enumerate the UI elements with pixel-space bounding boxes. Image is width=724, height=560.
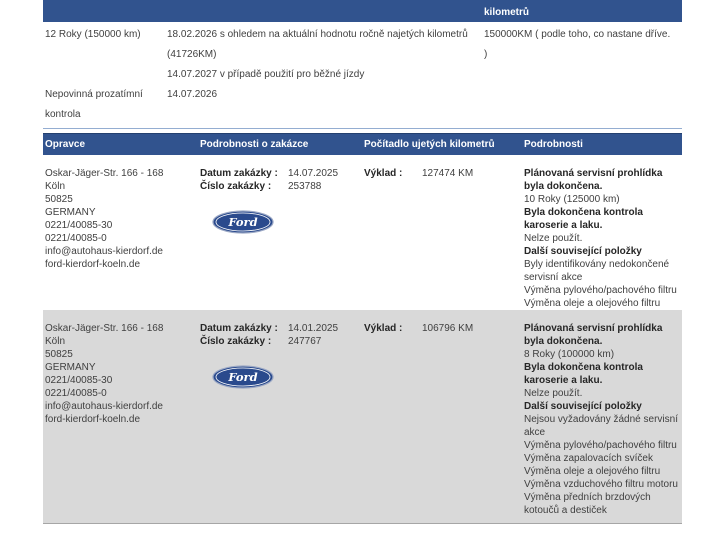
history-header-repairer: Opravce <box>45 139 86 150</box>
repairer-address <box>43 167 198 310</box>
order-number-value: 253788 <box>288 181 322 192</box>
service-record <box>43 155 682 310</box>
history-table-header-row <box>43 133 682 155</box>
detail-line: Výměna zapalovacích svíček <box>524 453 653 464</box>
detail-line: Byly identifikovány nedokončené servisní akce <box>524 259 670 283</box>
odometer-reading <box>362 322 522 517</box>
plan-date-details: 14.07.2026 <box>167 89 218 100</box>
address-country: GERMANY <box>45 207 96 218</box>
plan-date-line: (41726KM) <box>167 49 217 60</box>
history-header-order-details: Podrobnosti o zakázce <box>200 139 309 150</box>
website-address: ford-kierdorf-koeln.de <box>45 414 141 425</box>
plan-table-header-row <box>43 0 682 22</box>
plan-service-interval: 12 Roky (150000 km) <box>45 29 141 40</box>
address-country: GERMANY <box>45 362 96 373</box>
odometer-value: 106796 KM <box>422 323 474 334</box>
service-details <box>522 322 682 517</box>
odometer-reading <box>362 167 522 310</box>
plan-odometer-limit: 150000KM ( podle toho, co nastane dříve. ) <box>484 29 671 60</box>
email-address: info@autohaus-kierdorf.de <box>45 401 163 412</box>
ford-logo-icon <box>212 210 274 234</box>
plan-date-details <box>165 25 482 85</box>
order-number-label: Číslo zakázky : <box>200 181 272 192</box>
phone-number: 0221/40085-30 <box>45 375 113 386</box>
detail-line: Byla dokončena kontrola karoserie a laku. <box>524 362 643 386</box>
detail-line: Nejsou vyžadovány žádné servisní akce <box>524 414 678 438</box>
plan-header-odometer-line2: kilometrů <box>484 7 530 18</box>
order-date-value: 14.01.2025 <box>288 323 339 334</box>
order-date-value: 14.07.2025 <box>288 168 339 179</box>
order-number-value: 247767 <box>288 336 322 347</box>
order-date-label: Datum zakázky : <box>200 323 278 334</box>
detail-line: Další související položky <box>524 246 642 257</box>
plan-odometer-limit <box>482 85 682 125</box>
detail-line: 8 Roky (100000 km) <box>524 349 615 360</box>
phone-number: 0221/40085-0 <box>45 233 107 244</box>
detail-line: Výměna pylového/pachového filtru <box>524 285 677 296</box>
detail-line: Nelze použít. <box>524 388 583 399</box>
history-header-odometer: Počítadlo ujetých kilometrů <box>364 139 495 150</box>
order-details <box>198 322 362 517</box>
order-details <box>198 167 362 310</box>
repairer-address <box>43 322 198 517</box>
ford-logo-text: Ford <box>228 370 258 384</box>
odometer-value: 127474 KM <box>422 168 474 179</box>
address-street: Oskar-Jäger-Str. 166 - 168 <box>45 168 164 179</box>
service-record <box>43 310 682 524</box>
detail-line: Výměna pylového/pachového filtru <box>524 440 677 451</box>
address-city: Köln <box>45 336 66 347</box>
section-divider <box>43 128 682 129</box>
address-street: Oskar-Jäger-Str. 166 - 168 <box>45 323 164 334</box>
odometer-label: Výklad : <box>364 323 403 334</box>
service-details <box>522 167 682 310</box>
detail-line: Nelze použít. <box>524 233 583 244</box>
plan-table <box>43 0 682 125</box>
detail-line: 10 Roky (125000 km) <box>524 194 620 205</box>
order-number-label: Číslo zakázky : <box>200 336 272 347</box>
order-date-label: Datum zakázky : <box>200 168 278 179</box>
plan-header-next-service <box>43 0 165 4</box>
odometer-label: Výklad : <box>364 168 403 179</box>
address-city: Köln <box>45 181 66 192</box>
detail-line: Byla dokončena kontrola karoserie a laku. <box>524 207 643 231</box>
plan-date-line: 18.02.2026 s ohledem na aktuální hodnotu ročně najetých kilometrů <box>167 29 468 40</box>
address-zip: 50825 <box>45 349 73 360</box>
detail-line: Výměna předních brzdových kotoučů a destiček <box>524 492 651 516</box>
plan-service-interval: Nepovinná prozatímní kontrola <box>45 89 143 120</box>
detail-line: Plánovaná servisní prohlídka byla dokončena. <box>524 323 663 347</box>
detail-line: Další související položky <box>524 401 642 412</box>
detail-line: Výměna vzduchového filtru motoru <box>524 479 678 490</box>
plan-header-planned-date <box>165 0 482 4</box>
phone-number: 0221/40085-0 <box>45 388 107 399</box>
ford-logo-text: Ford <box>228 215 258 229</box>
website-address: ford-kierdorf-koeln.de <box>45 259 141 270</box>
history-header-details: Podrobnosti <box>524 139 583 150</box>
detail-line: Plánovaná servisní prohlídka byla dokončena. <box>524 168 663 192</box>
ford-logo-icon <box>212 365 274 389</box>
history-table <box>43 133 682 524</box>
plan-date-line: 14.07.2027 v případě použití pro běžné jízdy <box>167 69 365 80</box>
plan-row <box>43 22 682 85</box>
phone-number: 0221/40085-30 <box>45 220 113 231</box>
address-zip: 50825 <box>45 194 73 205</box>
email-address: info@autohaus-kierdorf.de <box>45 246 163 257</box>
detail-line: Výměna oleje a olejového filtru <box>524 466 661 477</box>
plan-row <box>43 85 682 125</box>
detail-line: Výměna oleje a olejového filtru <box>524 298 661 309</box>
